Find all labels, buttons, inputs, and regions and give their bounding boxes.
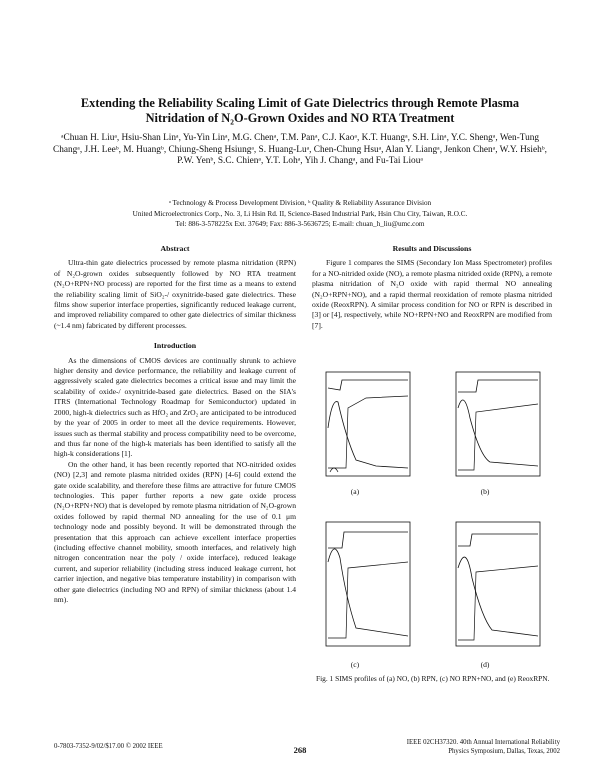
affiliation-divisions: ᵃ Technology & Process Development Division, ᵇ Quality & Reliability Assurance Division	[168, 199, 432, 207]
title-line-2: Nitridation of N₂O-Grown Oxides and NO RTA Treatment	[145, 111, 455, 125]
footer-conference-line-1: IEEE 02CH37320. 40th Annual International Reliability	[406, 739, 560, 746]
footer-copyright: 0-7803-7352-9/02/$17.00 © 2002 IEEE	[54, 743, 163, 750]
right-column	[312, 244, 552, 331]
sims-figure-c	[316, 518, 426, 643]
introduction-paragraph-1: As the dimensions of CMOS devices are continually shrunk to achieve higher density and device performance, the reliability and leakage current of aggressively scaled gate dielectrics becomes a critical issue and may limit the scalability of oxide-/ oxynitride-based gate dielectrics. Based on the SIA's ITRS (International Technology Roadmap for Semiconductor) updated in 2000, high-k dielectrics such as HfO₂ and ZrO₂ are anticipated to be introduced by the year of 2005 in order to meet all the device requirements. However, issues such as thermal stability and process compatibility need to be overcome, and thus far none of the high-k materials has been identified to satisfy all the high-k considerations [1].	[54, 355, 296, 459]
sims-plot-d	[446, 518, 554, 656]
figure-label-b: (b)	[480, 487, 490, 496]
introduction-paragraph-2: On the other hand, it has been recently reported that NO-nitrided oxides (NO) [2,3] and remote plasma nitrided oxides (RPN) [4-6] could extend the gate oxide scalability, and therefore these films are attractive for future CMOS technologies. This paper further reports a new gate oxide process (N₂O+RPN+NO) that is developed by remote plasma nitridation of N₂O-grown oxides followed by rapid thermal NO annealing for the use of 0.1 μm technology node and possibly beyond. It will be demonstrated through the presentation that this approach can achieve excellent interface properties (including effective channel mobility, smooth interfaces, and relatively high nitrogen concentration near the poly / oxide interface), reduced leakage current, and superior reliability (including stress induced leakage current, hot carrier injection, and negative bias temperature instability) in comparison with other gate dielectrics (including NO and RPN) of similar thickness (about 1.4 nm).	[54, 459, 296, 604]
paper-title	[40, 96, 560, 126]
figure-caption: Fig. 1 SIMS profiles of (a) NO, (b) RPN, (c) NO RPN+NO, and (e) ReoxRPN.	[316, 674, 550, 683]
author-list: ᵃChuan H. Liuᵃ, Hsiu-Shan Linᵃ, Yu-Yin Linᵃ, M.G. Chenᵃ, T.M. Panᵃ, C.J. Kaoᵃ, K.T. Huangᵃ, S.H. Linᵃ, Y.C. Shengᵃ, Wen-Tung Changᵃ, J.H. Leeᵇ, M. Huangᵇ, Chiung-Sheng Hsiungᵃ, S. Huang-Luᵃ, Chen-Chung Hsuᵃ, Alan Y. Liangᵃ, Jenkon Chenᵃ, W.Y. Hsiehᵇ, P.W. Yenᵇ, S.C. Chienᵃ, Y.T. Lohᵃ, Yih J. Changᵃ, and Fu-Tai Liouᵃ	[53, 133, 547, 167]
page-number: 268	[293, 745, 307, 755]
figure-label-c: (c)	[350, 660, 360, 669]
figure-label-d: (d)	[480, 660, 490, 669]
affiliation-contact: Tel: 886-3-578225x Ext. 37649; Fax: 886-3-5636725; E-mail: chuan_h_liu@umc.com	[175, 220, 425, 229]
title-line-1: Extending the Reliability Scaling Limit of Gate Dielectrics through Remote Plasma	[80, 96, 520, 110]
sims-plot-b	[446, 368, 554, 486]
results-text: Figure 1 compares the SIMS (Secondary Ion Mass Spectrometer) profiles for a NO-nitrided oxide (NO), a remote plasma nitrided oxide (RPN), a remote plasma nitridation of N₂O oxide with rapid thermal NO annealing (N₂O+RPN+NO), and a rapid thermal reoxidation of remote plasma nitrided oxide (ReoxRPN). A similar process condition for NO or RPN is described in [3] or [4], respectively, while NO+RPN+NO and ReoxRPN are modified from [7].	[312, 258, 552, 330]
abstract-heading: Abstract	[160, 244, 190, 253]
sims-figure-d	[446, 518, 556, 643]
left-column	[54, 244, 296, 605]
introduction-heading: Introduction	[153, 341, 197, 351]
sims-plot-a	[316, 368, 424, 486]
sims-figure-b	[446, 368, 556, 493]
sims-plot-c	[316, 518, 424, 656]
footer-conference-line-2: Physics Symposium, Dallas, Texas, 2002	[448, 748, 560, 755]
footer-conference	[400, 738, 560, 756]
affiliation-address: United Microelectronics Corp., No. 3, Li Hsin Rd. II, Science-Based Industrial Park, Hsin Chu City, Taiwan, R.O.C.	[132, 209, 468, 218]
figure-label-a: (a)	[350, 487, 360, 496]
sims-figure-a	[316, 368, 426, 493]
affiliation	[40, 198, 560, 230]
results-heading: Results and Discussions	[392, 244, 472, 253]
abstract-text: Ultra-thin gate dielectrics processed by remote plasma nitridation (RPN) of N₂O-grown oxides subsequently followed by NO RTA treatment (N₂O+RPN+NO process) are reported for the first time as a means to extend the reliability scaling limit of SiO₂-/ oxynitride-based gate dielectrics. These films show superior interface properties, significantly reduced leakage current, and improved reliability compared to other gate dielectrics of similar thickness (~1.4 nm) fabricated by different processes.	[54, 258, 296, 330]
